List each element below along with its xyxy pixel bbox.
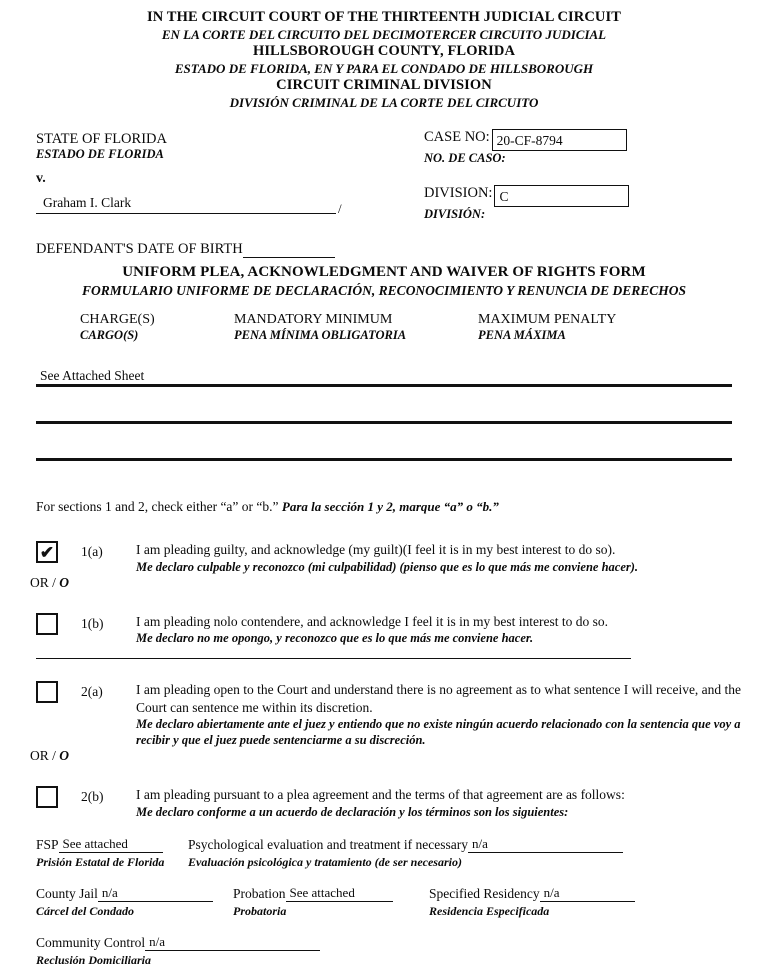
county-jail-label: County Jail — [36, 885, 98, 901]
county-jail-label-es: Cárcel del Condado — [36, 903, 134, 918]
form-title — [0, 263, 768, 300]
charge-entry-value[interactable]: See Attached Sheet — [40, 368, 145, 383]
psych-eval-label-es: Evaluación psicológica y tratamiento (de ser necesario) — [188, 854, 462, 869]
mandatory-minimum-column-header — [234, 312, 406, 343]
section-2a-number: 2(a) — [81, 684, 103, 699]
community-control-label-es: Reclusión Domiciliaria — [36, 952, 152, 967]
probation-value: See attached — [286, 885, 393, 902]
section-1b[interactable] — [36, 613, 768, 647]
section-2a-text-en: I am pleading open to the Court and understand there is no agreement as to what sentence I will receive, and the Court can sentence me within its discretion. — [136, 682, 742, 715]
charge-column-headers — [0, 312, 768, 354]
court-name-en: IN THE CIRCUIT COURT OF THE THIRTEENTH JUDICIAL CIRCUIT — [147, 9, 621, 25]
versus-label: v. — [36, 171, 46, 186]
fsp-label-es: Prisión Estatal de Florida — [36, 854, 165, 869]
section-2b-number: 2(b) — [81, 789, 104, 804]
county-jail-value: n/a — [98, 885, 213, 902]
state-party-en: STATE OF FLORIDA — [36, 131, 167, 147]
probation-field[interactable] — [233, 885, 393, 902]
community-control-field[interactable] — [36, 934, 320, 951]
form-title-en: UNIFORM PLEA, ACKNOWLEDGMENT AND WAIVER OF RIGHTS FORM — [122, 264, 646, 280]
court-header — [0, 0, 768, 111]
division-label-es: DIVISIÓN: — [424, 207, 486, 221]
checkbox-2a[interactable] — [36, 681, 58, 703]
division-block — [424, 185, 629, 222]
fsp-value: See attached — [59, 836, 163, 853]
form-title-es: FORMULARIO UNIFORME DE DECLARACIÓN, RECONOCIMIENTO Y RENUNCIA DE DERECHOS — [81, 283, 687, 298]
section-1a-text-en: I am pleading guilty, and acknowledge (my guilt)(I feel it is in my best interest to do so). — [136, 542, 616, 557]
division-input[interactable]: C — [494, 185, 629, 207]
or-label-en-2: OR — [30, 748, 49, 763]
section-1b-text-en: I am pleading nolo contendere, and acknowledge I feel it is in my best interest to do so. — [136, 613, 608, 629]
charge-rule-3 — [36, 458, 732, 461]
section-1a-text-es: Me declaro culpable y reconozco (mi culpabilidad) (pienso que es lo que más me conviene hacer). — [136, 559, 639, 574]
date-of-birth-value — [243, 243, 335, 258]
checkbox-1b[interactable] — [36, 613, 58, 635]
section-2a-body — [136, 681, 748, 748]
defendant-name-value: Graham I. Clark — [36, 195, 336, 214]
psych-eval-label: Psychological evaluation and treatment if necessary — [188, 836, 469, 852]
date-of-birth-label: DEFENDANT'S DATE OF BIRTH — [36, 241, 243, 257]
checkbox-2b[interactable] — [36, 786, 58, 808]
psych-eval-field[interactable] — [188, 836, 623, 853]
charge-gap-1 — [36, 387, 732, 421]
charge-entry-area — [0, 368, 768, 461]
caption-slash: / — [338, 201, 342, 216]
section-1b-number: 1(b) — [81, 615, 104, 631]
division-label: DIVISION: — [424, 185, 493, 201]
date-of-birth-field[interactable] — [36, 241, 335, 258]
section-instruction-en: For sections 1 and 2, check either “a” or “b.” — [36, 499, 279, 514]
or-divider-2: OR / O — [30, 748, 70, 763]
court-name-es: EN LA CORTE DEL CIRCUITO DEL DECIMOTERCER CIRCUITO JUDICIAL — [161, 27, 607, 42]
section-instruction — [36, 499, 768, 515]
county-es: ESTADO DE FLORIDA, EN Y PARA EL CONDADO DE HILLSBOROUGH — [174, 61, 594, 76]
division-name-en: CIRCUIT CRIMINAL DIVISION — [276, 77, 492, 93]
section-1a[interactable] — [36, 541, 768, 575]
section-divider-rule — [36, 658, 631, 659]
probation-label: Probation — [233, 885, 286, 901]
section-instruction-es: Para la sección 1 y 2, marque “a” o “b.” — [281, 499, 499, 514]
checkbox-1a[interactable] — [36, 541, 58, 563]
or-label-es-2: O — [59, 748, 70, 763]
terms-row-1 — [36, 836, 768, 872]
section-2a-text-es: Me declaro abiertamente ante el juez y entiendo que no existe ningún acuerdo relacionado con la sentencia que voy a recibir y que el juez puede sentenciarme a su discreción. — [136, 717, 741, 747]
section-1a-body — [136, 541, 768, 575]
section-2b[interactable] — [36, 786, 768, 820]
charges-column-header-es: CARGO(S) — [80, 328, 139, 342]
checkmark-icon: ✔ — [39, 542, 55, 562]
or-label-es-1: O — [59, 574, 70, 590]
section-1b-body — [136, 613, 768, 647]
maximum-penalty-header-es: PENA MÁXIMA — [478, 328, 566, 342]
specified-residency-label: Specified Residency — [429, 885, 540, 901]
community-control-value: n/a — [145, 934, 320, 951]
case-caption-block — [0, 123, 768, 257]
section-2b-body — [136, 786, 768, 820]
section-2a[interactable] — [36, 681, 768, 748]
fsp-label: FSP — [36, 836, 59, 852]
state-party-es: ESTADO DE FLORIDA — [36, 147, 164, 161]
case-number-label-es: NO. DE CASO: — [424, 151, 506, 165]
division-name-es: DIVISIÓN CRIMINAL DE LA CORTE DEL CIRCUITO — [229, 95, 539, 110]
specified-residency-label-es: Residencia Especificada — [429, 903, 550, 918]
specified-residency-field[interactable] — [429, 885, 635, 902]
charges-column-header-en: CHARGE(S) — [80, 312, 155, 327]
division-row — [424, 185, 629, 207]
maximum-penalty-column-header — [478, 312, 616, 343]
or-label-en-1: OR — [30, 574, 49, 590]
defendant-name-field[interactable] — [36, 195, 346, 214]
terms-row-2 — [36, 885, 768, 921]
section-1a-number: 1(a) — [81, 544, 103, 559]
specified-residency-value: n/a — [540, 885, 635, 902]
mandatory-minimum-header-en: MANDATORY MINIMUM — [234, 312, 393, 327]
section-2b-text-es: Me declaro conforme a un acuerdo de declaración y los términos son los siguientes: — [136, 804, 569, 819]
state-party — [36, 131, 167, 162]
case-number-label: CASE NO: — [424, 129, 490, 145]
county-en: HILLSBOROUGH COUNTY, FLORIDA — [252, 43, 516, 59]
or-divider-1: OR / O — [30, 574, 70, 590]
maximum-penalty-header-en: MAXIMUM PENALTY — [478, 312, 617, 327]
probation-label-es: Probatoria — [233, 903, 287, 918]
terms-row-3 — [36, 934, 768, 970]
mandatory-minimum-header-es: PENA MÍNIMA OBLIGATORIA — [234, 328, 407, 342]
community-control-label: Community Control — [36, 934, 146, 950]
case-number-row — [424, 129, 629, 151]
section-1b-text-es: Me declaro no me opongo, y reconozco que es lo que más me conviene hacer. — [136, 631, 534, 645]
psych-eval-value: n/a — [468, 836, 623, 853]
charges-column-header — [80, 312, 155, 343]
plea-terms-block — [36, 836, 768, 970]
section-2b-text-en: I am pleading pursuant to a plea agreement and the terms of that agreement are as follows: — [136, 787, 625, 802]
charge-gap-2 — [36, 424, 732, 458]
county-jail-field[interactable] — [36, 885, 213, 902]
case-number-input[interactable]: 20-CF-8794 — [492, 129, 627, 151]
fsp-field[interactable] — [36, 836, 163, 853]
case-meta-block — [424, 129, 629, 222]
